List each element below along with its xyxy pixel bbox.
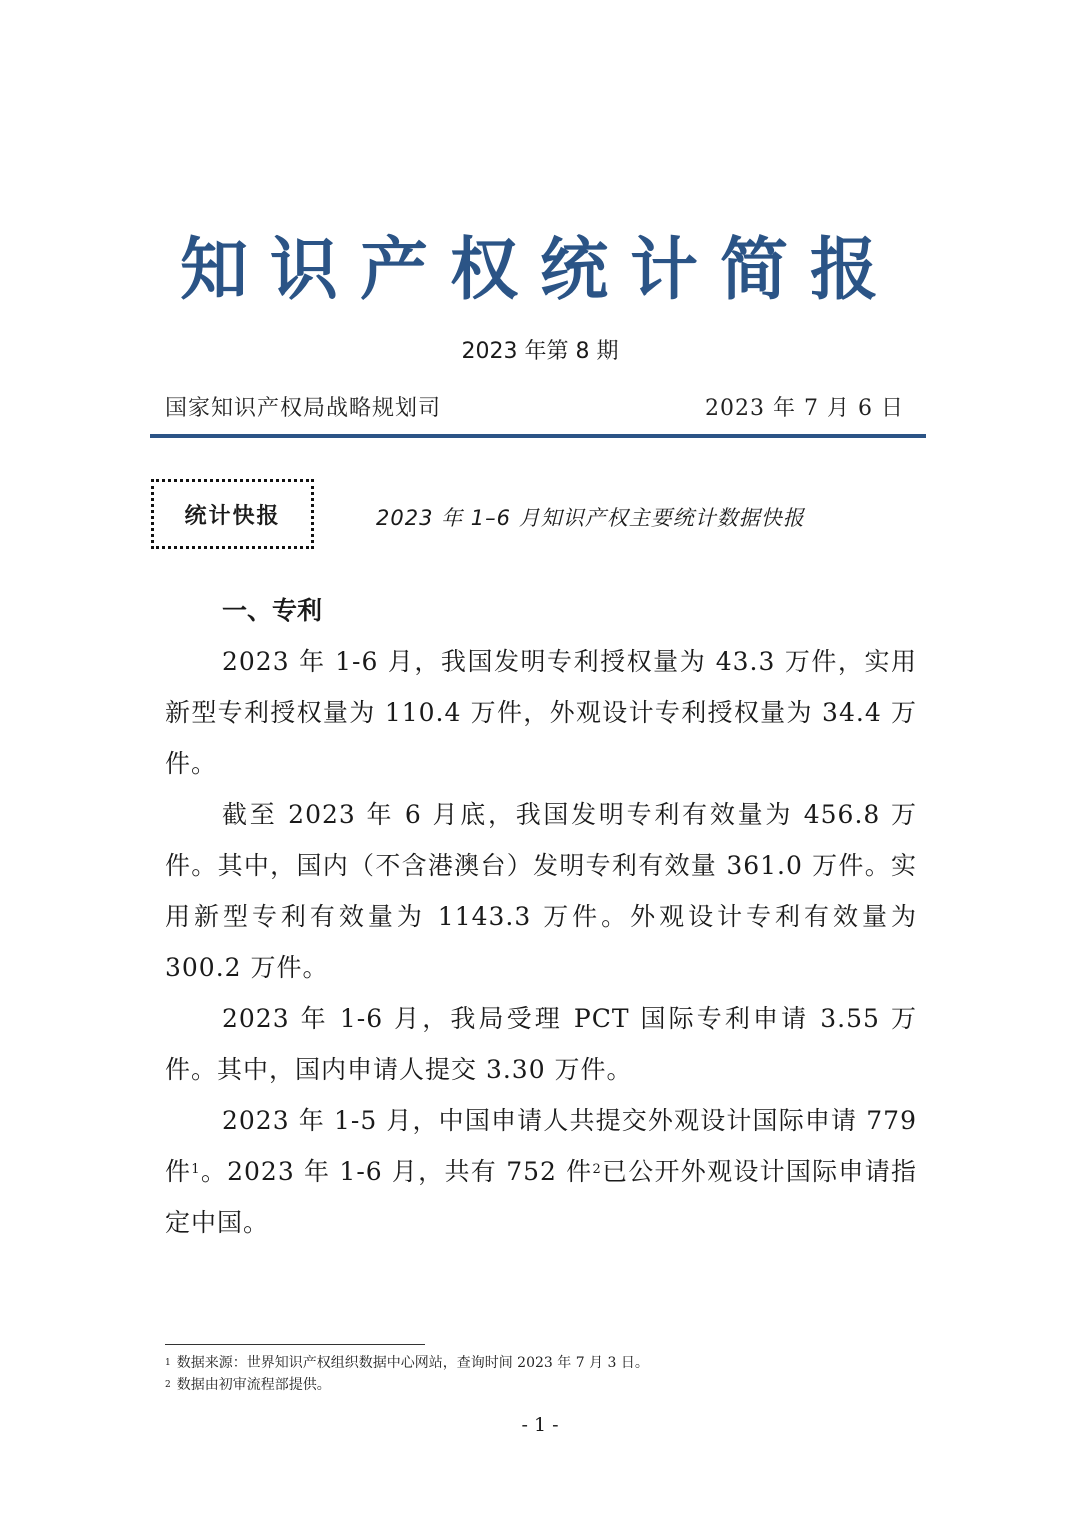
footnote-mark-2: 2 xyxy=(165,1380,171,1390)
footnote-mark-1: 1 xyxy=(165,1358,171,1368)
issue-number: 2023 年第 8 期 xyxy=(461,339,619,364)
section-body xyxy=(165,636,917,1248)
page-number: - 1 - xyxy=(521,1414,559,1436)
paragraph-design-text-3: 已公开外观设计国际申请指定中国。 xyxy=(165,1157,917,1237)
paragraph-design-text-2: 。2023 年 1-6 月，共有 752 件 xyxy=(200,1157,593,1186)
header-divider xyxy=(150,434,926,438)
paragraph-design-text-1: 2023 年 1-5 月，中国申请人共提交外观设计国际申请 779 件 xyxy=(165,1106,917,1186)
category-label-box xyxy=(151,479,314,549)
footnote-1 xyxy=(165,1352,649,1374)
paragraph-valid-patents: 截至 2023 年 6 月底，我国发明专利有效量为 456.8 万件。其中，国内（不含港澳台）发明专利有效量 361.0 万件。实用新型专利有效量为 1143.3 万件。外观设计专利有效量为 300.2 万件。 xyxy=(165,800,917,982)
department-name: 国家知识产权局战略规划司 xyxy=(165,396,442,421)
footnote-text-2: 数据由初审流程部提供。 xyxy=(176,1377,331,1393)
footnote-ref-1[interactable]: 1 xyxy=(191,1162,201,1177)
paragraph-pct: 2023 年 1-6 月，我局受理 PCT 国际专利申请 3.55 万件。其中，国内申请人提交 3.30 万件。 xyxy=(165,1004,917,1084)
report-headline: 2023 年 1–6 月知识产权主要统计数据快报 xyxy=(376,506,805,530)
report-title: 知识产权统计简报 xyxy=(179,230,900,310)
footnote-text-1: 数据来源：世界知识产权组织数据中心网站，查询时间 2023 年 7 月 3 日。 xyxy=(176,1355,649,1371)
publish-date: 2023 年 7 月 6 日 xyxy=(705,396,904,421)
footnote-2 xyxy=(165,1374,649,1396)
paragraph-grants: 2023 年 1-6 月，我国发明专利授权量为 43.3 万件，实用新型专利授权量为 110.4 万件，外观设计专利授权量为 34.4 万件。 xyxy=(165,647,917,778)
category-label: 统计快报 xyxy=(184,503,281,529)
section-title: 一、专利 xyxy=(222,596,323,625)
footnote-ref-2[interactable]: 2 xyxy=(592,1162,602,1177)
paragraph-design-intl xyxy=(165,1095,917,1248)
footnotes xyxy=(165,1352,649,1396)
footnote-divider xyxy=(165,1344,425,1345)
